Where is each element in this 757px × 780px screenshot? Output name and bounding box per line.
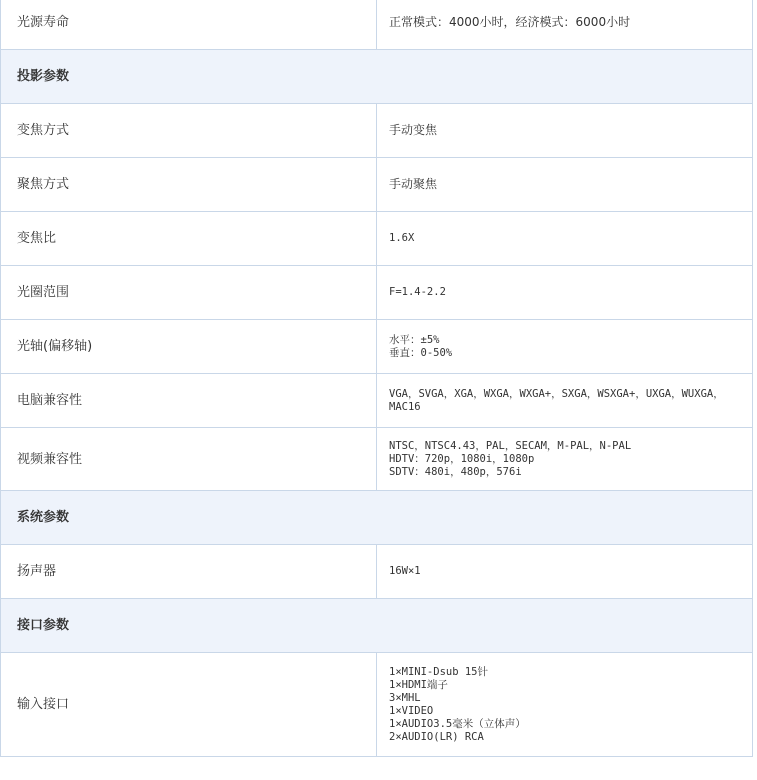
spec-value: F=1.4-2.2 <box>377 266 753 320</box>
spec-label: 变焦方式 <box>1 104 377 158</box>
spec-label: 变焦比 <box>1 212 377 266</box>
section-title: 投影参数 <box>1 50 753 104</box>
spec-value: 手动聚焦 <box>377 158 753 212</box>
spec-label: 光源寿命 <box>1 0 377 50</box>
spec-value: VGA，SVGA，XGA，WXGA，WXGA+，SXGA，WSXGA+，UXGA，WUXGA， MAC16 <box>377 374 753 428</box>
spec-row-lamp-life <box>1 0 753 50</box>
spec-label: 视频兼容性 <box>1 428 377 491</box>
spec-value: NTSC，NTSC4.43，PAL，SECAM，M-PAL，N-PAL HDTV：720p，1080i，1080p SDTV：480i，480p，576i <box>377 428 753 491</box>
spec-row-focus-mode <box>1 158 753 212</box>
spec-row-lens-shift <box>1 320 753 374</box>
spec-value: 正常模式：4000小时，经济模式：6000小时 <box>377 0 753 50</box>
spec-label: 光圈范围 <box>1 266 377 320</box>
spec-row-video-compatibility <box>1 428 753 491</box>
spec-label: 光轴(偏移轴) <box>1 320 377 374</box>
spec-label: 聚焦方式 <box>1 158 377 212</box>
section-header-system <box>1 491 753 545</box>
spec-label: 输入接口 <box>1 653 377 757</box>
spec-label: 扬声器 <box>1 545 377 599</box>
spec-row-pc-compatibility <box>1 374 753 428</box>
spec-value: 16W×1 <box>377 545 753 599</box>
section-header-projection <box>1 50 753 104</box>
section-title: 系统参数 <box>1 491 753 545</box>
spec-table-body <box>1 0 753 757</box>
spec-row-zoom-mode <box>1 104 753 158</box>
spec-row-zoom-ratio <box>1 212 753 266</box>
spec-row-aperture <box>1 266 753 320</box>
spec-value: 水平：±5% 垂直：0-50% <box>377 320 753 374</box>
spec-value: 1.6X <box>377 212 753 266</box>
section-title: 接口参数 <box>1 599 753 653</box>
section-header-interface <box>1 599 753 653</box>
spec-label: 电脑兼容性 <box>1 374 377 428</box>
spec-value: 1×MINI-Dsub 15针 1×HDMI端子 3×MHL 1×VIDEO 1×AUDIO3.5毫米（立体声） 2×AUDIO(LR) RCA <box>377 653 753 757</box>
spec-row-speaker <box>1 545 753 599</box>
spec-row-input-ports <box>1 653 753 757</box>
spec-value: 手动变焦 <box>377 104 753 158</box>
